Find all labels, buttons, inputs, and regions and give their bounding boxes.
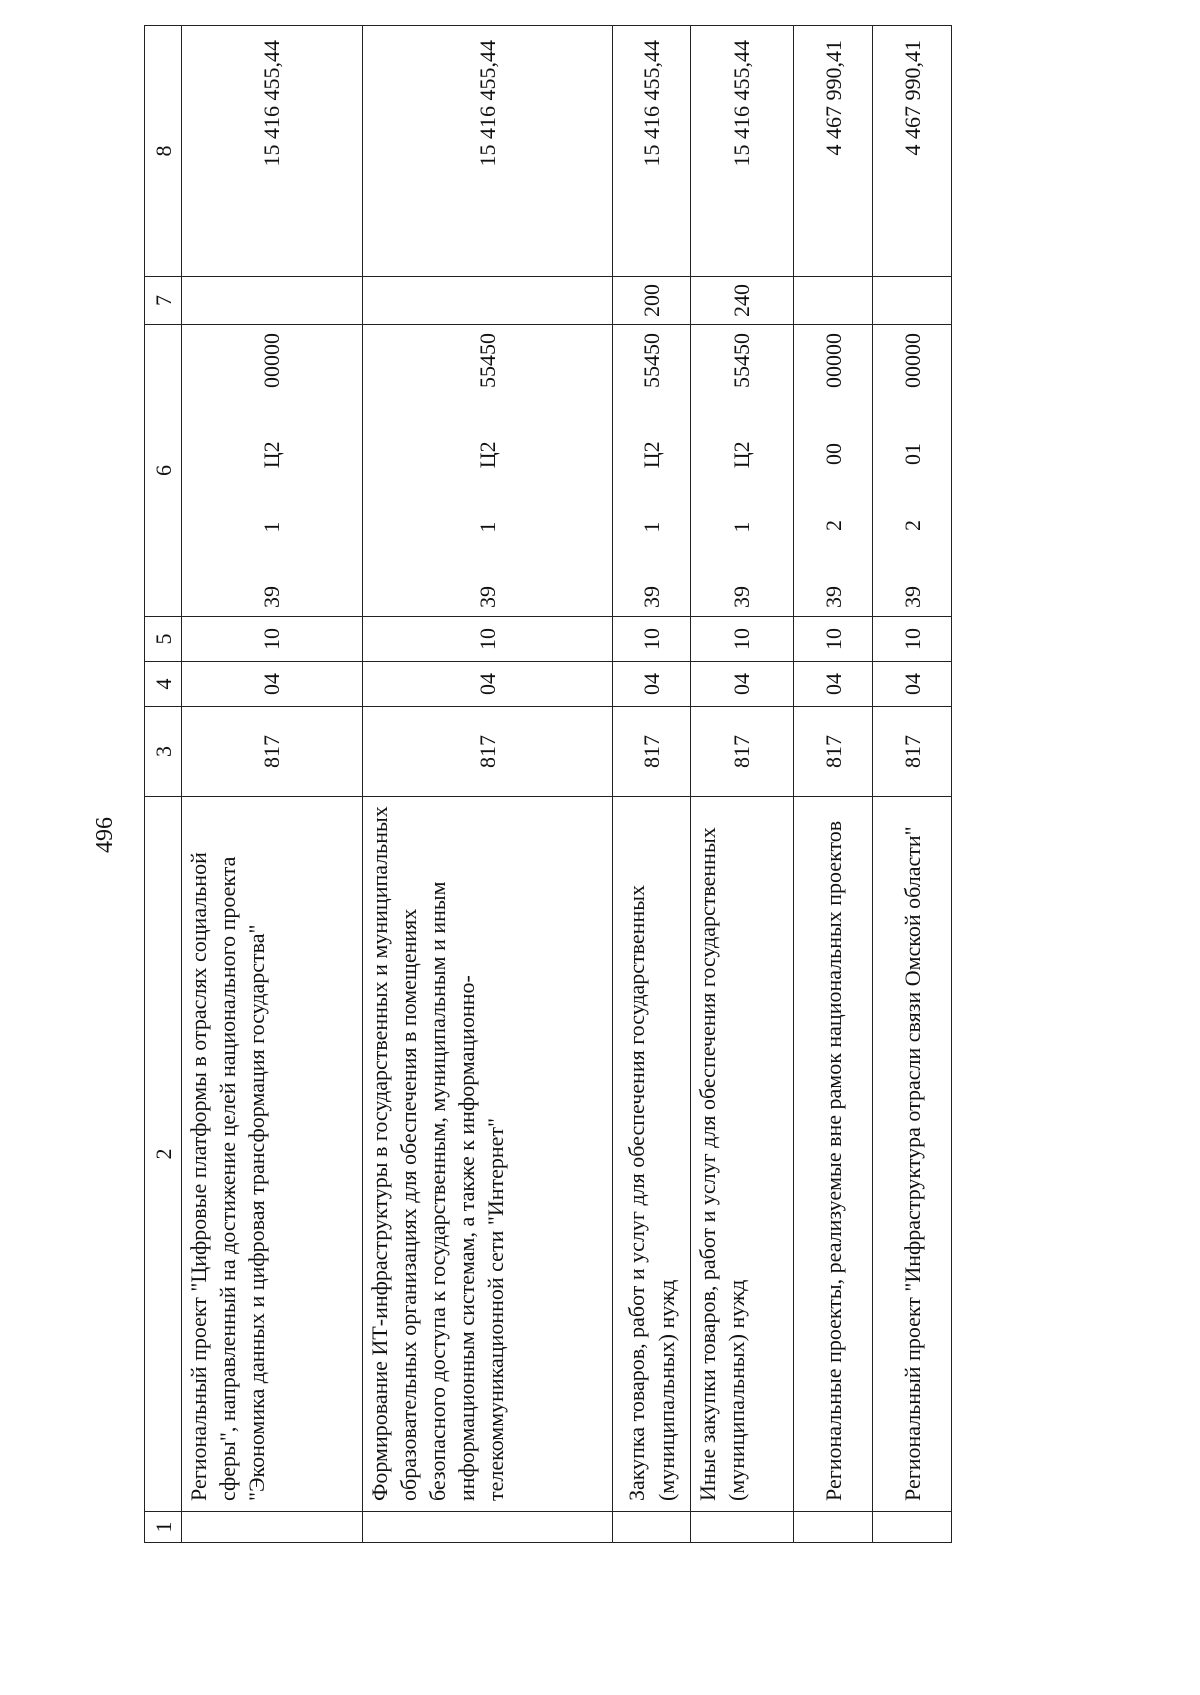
code-part: 1 [729, 521, 755, 533]
row-name: Региональный проект "Цифровые платформы в отраслях социальной сферы", направленный на достижение целей национального проекта "Экономика данных и цифровая трансформация государства" [182, 797, 363, 1512]
code-part: 2 [899, 520, 925, 531]
row-name: Региональные проекты, реализуемые вне рамок национальных проектов [793, 797, 873, 1512]
code-part: 39 [638, 586, 664, 608]
row-number-cell [690, 1512, 793, 1543]
code-part: 00000 [899, 333, 925, 388]
row-col3: 817 [362, 707, 613, 797]
table-row [613, 26, 691, 1543]
row-amount: 4 467 990,41 [873, 26, 952, 277]
row-col7: 240 [690, 277, 793, 325]
table-row [690, 26, 793, 1543]
table-row [793, 26, 873, 1543]
row-col5: 10 [362, 617, 613, 662]
code-part: 39 [899, 586, 925, 608]
row-code [873, 325, 952, 617]
code-part: 55450 [474, 333, 500, 389]
code-part: 39 [259, 586, 285, 608]
code-part: Ц2 [729, 441, 755, 469]
row-number-cell [873, 1512, 952, 1543]
row-col7: 200 [613, 277, 691, 325]
row-col3: 817 [793, 707, 873, 797]
row-col7 [362, 277, 613, 325]
row-col4: 04 [362, 662, 613, 707]
row-col7 [873, 277, 952, 325]
code-part: 55450 [638, 333, 664, 389]
row-amount: 15 416 455,44 [362, 26, 613, 277]
col-header-3: 3 [145, 707, 182, 797]
row-col4: 04 [793, 662, 873, 707]
code-part: 00000 [259, 333, 285, 389]
row-code [613, 325, 691, 617]
col-header-5: 5 [145, 617, 182, 662]
row-col3: 817 [182, 707, 363, 797]
col-header-6: 6 [145, 325, 182, 617]
row-col5: 10 [182, 617, 363, 662]
row-col5: 10 [613, 617, 691, 662]
row-code [182, 325, 363, 617]
code-part: 55450 [729, 333, 755, 389]
code-part: 01 [899, 443, 925, 465]
row-name: Закупка товаров, работ и услуг для обеспечения государственных (муниципальных) нужд [613, 797, 691, 1512]
page-number: 496 [92, 817, 118, 853]
row-code [690, 325, 793, 617]
code-part: 00000 [820, 333, 846, 388]
row-col5: 10 [873, 617, 952, 662]
row-amount: 15 416 455,44 [182, 26, 363, 277]
row-col4: 04 [690, 662, 793, 707]
row-name: Региональный проект "Инфраструктура отрасли связи Омской области" [873, 797, 952, 1512]
row-code [793, 325, 873, 617]
row-col5: 10 [793, 617, 873, 662]
code-part: 2 [820, 520, 846, 531]
code-part: 39 [729, 586, 755, 608]
code-part: 39 [474, 586, 500, 608]
code-part: 1 [638, 521, 664, 533]
table-row [362, 26, 613, 1543]
row-number-cell [182, 1512, 363, 1543]
row-col4: 04 [613, 662, 691, 707]
col-header-2: 2 [145, 797, 182, 1512]
row-name: Иные закупки товаров, работ и услуг для обеспечения государственных (муниципальных) нужд [690, 797, 793, 1512]
code-part: 1 [259, 521, 285, 533]
row-amount: 15 416 455,44 [690, 26, 793, 277]
table-row [182, 26, 363, 1543]
row-number-cell [362, 1512, 613, 1543]
row-col4: 04 [873, 662, 952, 707]
budget-table [144, 25, 952, 1543]
code-part: 1 [474, 521, 500, 533]
row-col4: 04 [182, 662, 363, 707]
row-amount: 15 416 455,44 [613, 26, 691, 277]
header-row [145, 26, 182, 1543]
row-col7 [182, 277, 363, 325]
col-header-4: 4 [145, 662, 182, 707]
code-part: Ц2 [474, 441, 500, 469]
code-part: Ц2 [638, 441, 664, 469]
code-part: Ц2 [259, 441, 285, 469]
code-part: 00 [820, 443, 846, 465]
row-amount: 4 467 990,41 [793, 26, 873, 277]
row-col7 [793, 277, 873, 325]
row-code [362, 325, 613, 617]
col-header-8: 8 [145, 26, 182, 277]
row-number-cell [613, 1512, 691, 1543]
code-part: 39 [820, 586, 846, 608]
row-name: Формирование ИТ-инфраструктуры в государственных и муниципальных образовательных организациях для обеспечения в помещениях безопасного доступа к государственным, муниципальным и иным информационным системам, а также к информационно-телекоммуникационной сети "Интернет" [362, 797, 613, 1512]
col-header-1: 1 [145, 1512, 182, 1543]
row-col3: 817 [690, 707, 793, 797]
row-number-cell [793, 1512, 873, 1543]
row-col3: 817 [613, 707, 691, 797]
table-row [873, 26, 952, 1543]
col-header-7: 7 [145, 277, 182, 325]
row-col5: 10 [690, 617, 793, 662]
row-col3: 817 [873, 707, 952, 797]
